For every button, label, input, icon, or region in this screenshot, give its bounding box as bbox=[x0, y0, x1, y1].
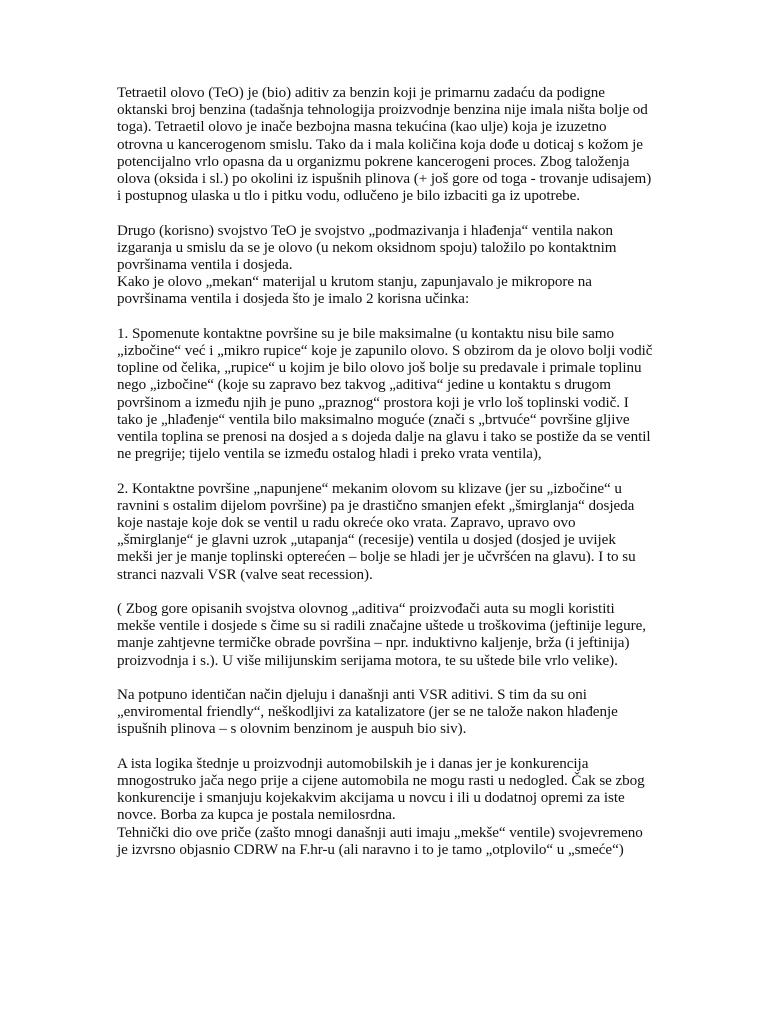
paragraph-anti-vsr-additives: Na potpuno identičan način djeluju i današnji anti VSR aditivi. S tim da su oni „enviromental friendly“, neškodljivi za katalizatore (jer se ne talože nakon hlađenje ispušnih plinova – s olovnim benzinom je auspuh bio siv). bbox=[117, 687, 618, 738]
paragraph-cost-logic: A ista logika štednje u proizvodnji automobilskih je i danas jer je konkurencija mnogostruko jača nego prije a cijene automobila ne mogu rasti u nedogled. Čak se zbog konkurencije i smanjuju kojekakvim akcijama u novcu i ili u dodatnoj opremi za iste novce. Borba za kupca je postala nemilosrdna. bbox=[117, 755, 645, 824]
paragraph-point-two: 2. Kontaktne površine „napunjene“ mekanim olovom su klizave (jer su „izbočine“ u ravnini s ostalim dijelom površine) pa je drastično smanjen efekt „šmirglanja“ dosjeda koje nastaje koje dok se ventil u radu okreće oko vrata. Zapravo, upravo ovo „šmirglanje“ je glavni uzrok „utapanja“ (recesije) ventila u dosjed (dosjed je uvijek mekši jer je manje toplinski opterećen – bolje se hladi jer je učvršćen na glavu). I to su stranci nazvali VSR (valve seat recession). bbox=[117, 480, 636, 583]
paragraph-technical-part: Tehnički dio ove priče (zašto mnogi današnji auti imaju „mekše“ ventile) svojevremeno je izvrsno objasnio CDRW na F.hr-u (ali naravno i to je tamo „otplovilo“ u „smeće“) bbox=[117, 824, 643, 858]
paragraph-lubrication-property: Drugo (korisno) svojstvo TeO je svojstvo „podmazivanja i hlađenja“ ventila nakon izgaranja u smislu da se je olovo (u nekom oksidnom spoju) taložilo po kontaktnim površinama ventila i dosjeda. bbox=[117, 222, 617, 274]
paragraph-soft-lead: Kako je olovo „mekan“ materijal u krutom stanju, zapunjavalo je mikropore na površinama ventila i dosjeda što je imalo 2 korisna učinka: bbox=[117, 274, 592, 308]
paragraph-teo-intro: Tetraetil olovo (TeO) je (bio) aditiv za benzin koji je primarnu zadaću da podigne oktanski broj benzina (tadašnja tehnologija proizvodnje benzina nije imala ništa bolje od toga). Tetraetil olovo je inače bezbojna masna tekućina (kao ulje) koja je izuzetno otrovna u kancerogenom smislu. Tako da i mala količina koja dođe u doticaj s kožom je potencijalno vrlo opasna da u organizmu pokrene kancerogeni proces. Zbog taloženja olova (oksida i sl.) po okolini iz ispušnih plinova (+ još gore od toga - trovanje udisajem) i postupnog ulaska u tlo i pitku vodu, odlučeno je bilo izbaciti ga iz upotrebe. bbox=[117, 85, 652, 205]
document-body bbox=[117, 85, 653, 876]
paragraph-manufacturer-savings: ( Zbog gore opisanih svojstva olovnog „aditiva“ proizvođači auta su mogli koristiti mekše ventile i dosjede s čime su si radili značajne uštede u troškovima (jeftinije legure, manje zahtjevne termičke obrade površina – npr. induktivno kaljenje, brža (i jeftinija) proizvodnja i s.). U više milijunskim serijama motora, te su uštede bile vrlo velike). bbox=[117, 601, 647, 669]
paragraph-point-one: 1. Spomenute kontaktne površine su je bile maksimalne (u kontaktu nisu bile samo „izbočine“ već i „mikro rupice“ koje je zapunilo olovo. S obzirom da je olovo bolji vodič topline od čelika, „rupice“ u kojim je bilo olovo još bolje su predavale i primale toplinu nego „izbočine“ (koje su zapravo bez takvog „aditiva“ jedine u kontaktu s drugom površinom a između njih je puno „praznog“ prostora koji je vrlo loš toplinski vodič. I tako je „hlađenje“ ventila bilo maksimalno moguće (znači s „brtvuće“ površine gljive ventila toplina se prenosi na dosjed a s dojeda dalje na glavu i tako se postiže da se ventil ne pregrije; tijelo ventila se između ostalog hladi i preko vrata ventila), bbox=[117, 325, 653, 463]
